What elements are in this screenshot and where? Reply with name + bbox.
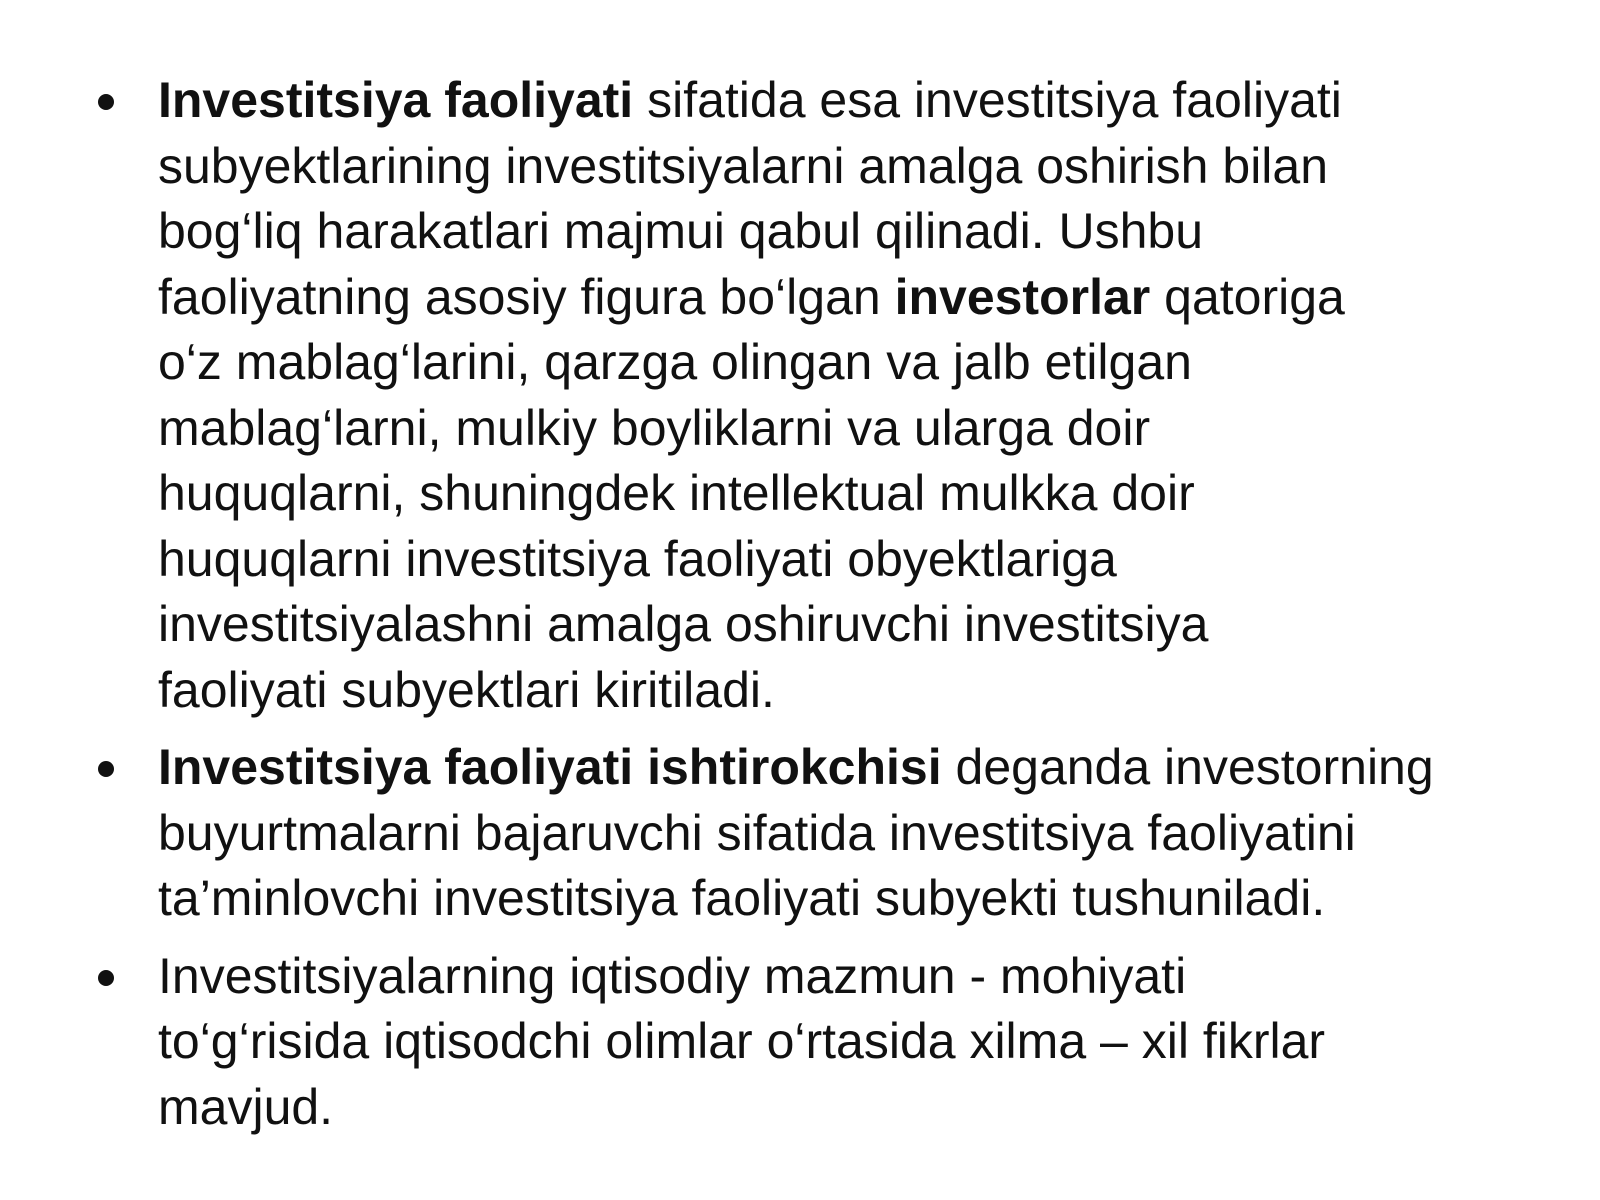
- bold-term: investorlar: [894, 268, 1151, 325]
- text-run: o‘z mablag‘larini, qarzga olingan va jalb etilgan: [158, 334, 1192, 390]
- text-run: huquqlarni investitsiya faoliyati obyektlariga: [158, 530, 1117, 587]
- text-run: Investitsiyalarning iqtisodiy mazmun - mohiyati: [158, 947, 1187, 1004]
- bullet-item: [98, 68, 1528, 723]
- text-line: [158, 866, 1528, 932]
- text-line: [158, 527, 1528, 593]
- bullet-dot-icon: [98, 970, 114, 986]
- bold-term: Investitsiya faoliyati: [158, 72, 634, 128]
- text-run: subyektlarining investitsiyalarni amalga oshirish bilan: [158, 137, 1329, 194]
- text-run: faoliyati subyektlari kiritiladi.: [158, 661, 775, 718]
- text-line: [158, 330, 1528, 396]
- text-line: [158, 461, 1528, 527]
- text-line: [158, 1009, 1528, 1075]
- text-run: ta’minlovchi investitsiya faoliyati subyekti tushuniladi.: [158, 870, 1326, 926]
- text-run: to‘g‘risida iqtisodchi olimlar o‘rtasida xilma – xil fikrlar: [158, 1013, 1326, 1069]
- bullet-item: [98, 735, 1528, 932]
- text-line: [158, 134, 1528, 200]
- text-run: bog‘liq harakatlari majmui qabul qilinadi. Ushbu: [158, 203, 1204, 259]
- text-run: sifatida esa investitsiya faoliyati: [633, 72, 1342, 128]
- text-line: [158, 658, 1528, 724]
- text-line: [158, 68, 1528, 134]
- bold-term: Investitsiya faoliyati ishtirokchisi: [158, 739, 942, 795]
- text-run: huquqlarni, shuningdek intellektual mulkka doir: [158, 465, 1195, 521]
- text-run: buyurtmalarni bajaruvchi sifatida investitsiya faoliyatini: [158, 804, 1356, 861]
- text-line: [158, 944, 1528, 1010]
- text-line: [158, 735, 1528, 801]
- text-run: deganda investorning: [941, 739, 1434, 795]
- text-run: qatoriga: [1150, 268, 1345, 325]
- bullet-dot-icon: [98, 94, 114, 110]
- text-run: faoliyatning asosiy figura bo‘lgan: [158, 268, 895, 325]
- bullet-dot-icon: [98, 761, 114, 777]
- text-line: [158, 396, 1528, 462]
- text-run: mablag‘larni, mulkiy boyliklarni va ularga doir: [158, 399, 1151, 456]
- text-line: [158, 199, 1528, 265]
- text-line: [158, 592, 1528, 658]
- text-line: [158, 1075, 1528, 1141]
- text-line: [158, 801, 1528, 867]
- bullet-list: [98, 68, 1528, 1152]
- text-run: mavjud.: [158, 1078, 334, 1135]
- text-run: investitsiyalashni amalga oshiruvchi investitsiya: [158, 596, 1209, 652]
- text-line: [158, 265, 1528, 331]
- bullet-item: [98, 944, 1528, 1141]
